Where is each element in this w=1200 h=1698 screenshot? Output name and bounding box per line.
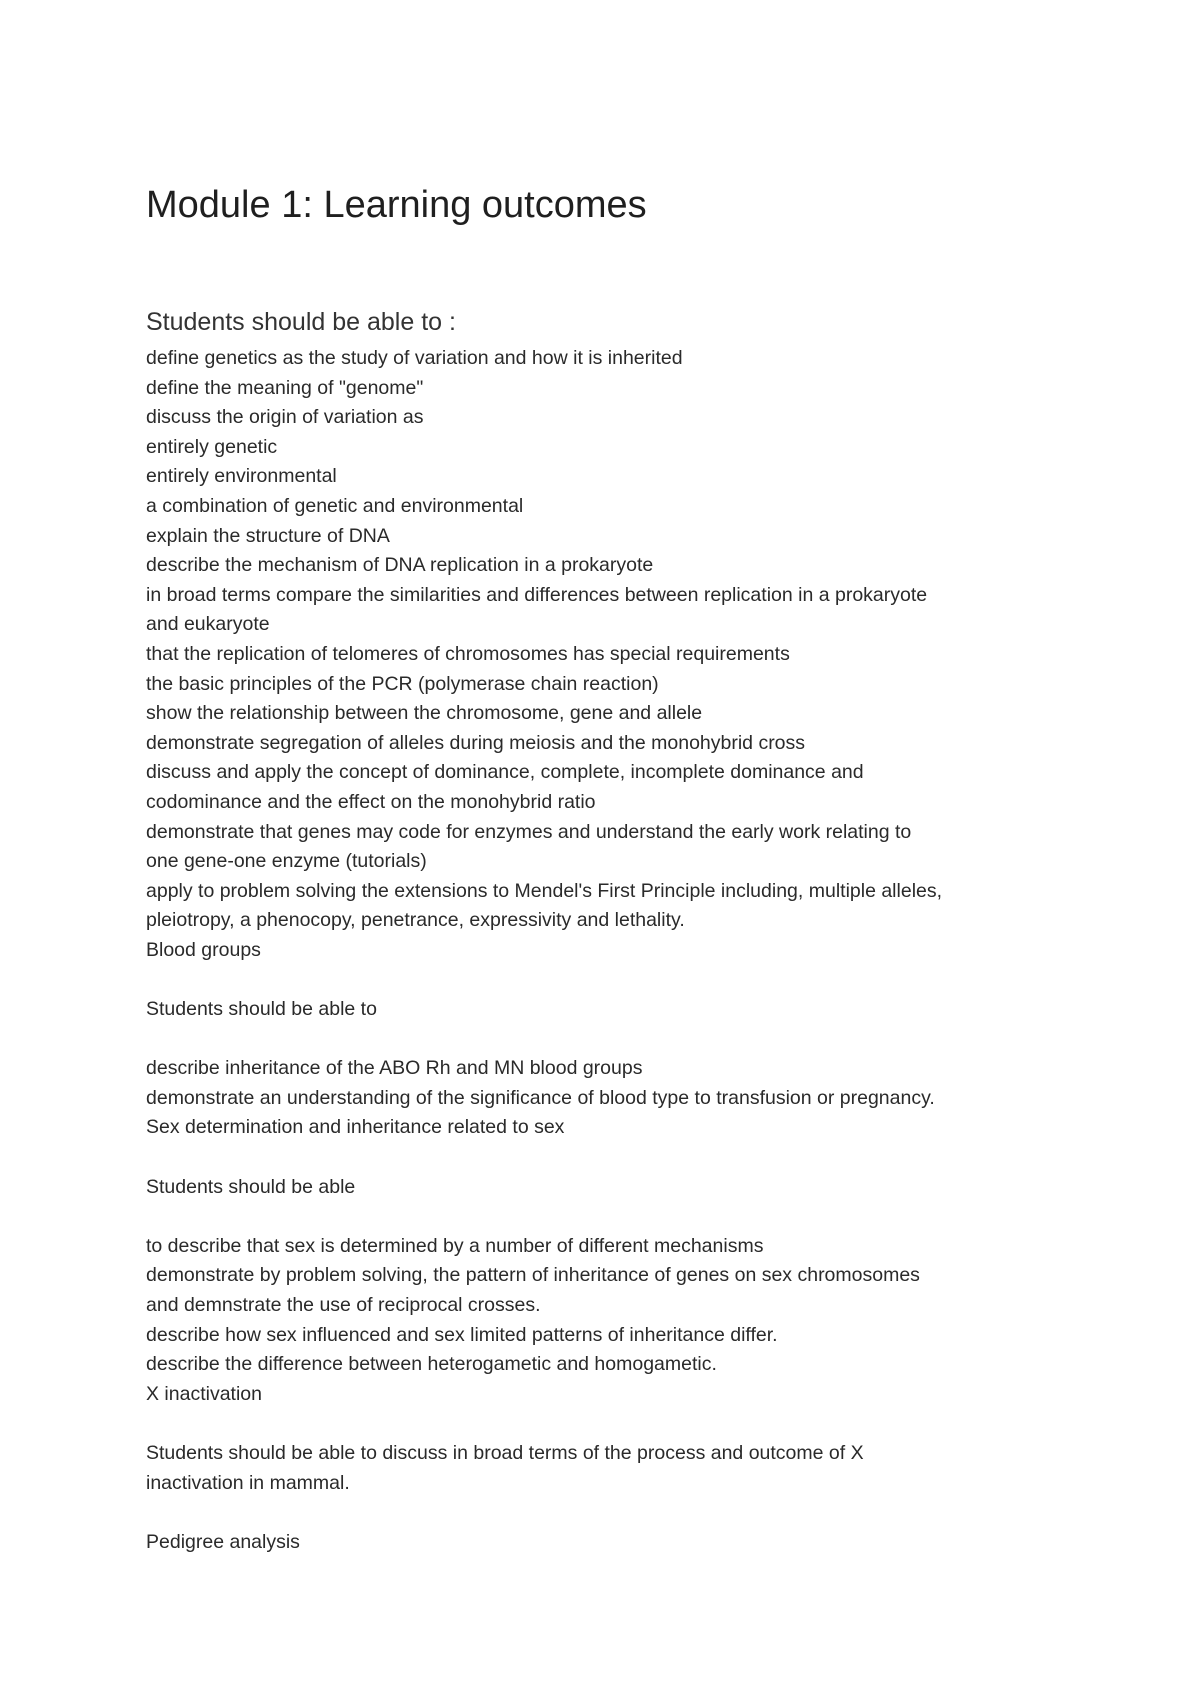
text-line: describe the difference between heterogametic and homogametic. [146, 1353, 717, 1376]
text-line: define genetics as the study of variation and how it is inherited [146, 347, 683, 369]
text-line: one gene-one enzyme (tutorials) [146, 850, 427, 873]
blank-line [146, 1025, 1086, 1055]
blank-line [146, 1143, 1086, 1173]
text-line: pleiotropy, a phenocopy, penetrance, expressivity and lethality. [146, 909, 685, 932]
outcome-lines [146, 344, 1086, 1557]
blank-line [146, 1498, 1086, 1528]
blank-line [146, 1202, 1086, 1232]
text-line: apply to problem solving the extensions to Mendel's First Principle including, multiple alleles, [146, 879, 943, 902]
text-line: Students should be able to [146, 998, 377, 1021]
text-line: codominance and the effect on the monohybrid ratio [146, 790, 596, 813]
text-line: entirely genetic [146, 435, 278, 458]
blank-line [146, 965, 1086, 995]
text-line: describe the mechanism of DNA replication in a prokaryote [146, 554, 654, 577]
text-line: define the meaning of "genome" [146, 376, 424, 399]
text-line: Blood groups [146, 938, 261, 961]
blank-line [146, 1409, 1086, 1439]
text-line: demonstrate an understanding of the significance of blood type to transfusion or pregnancy. [146, 1086, 935, 1109]
text-line: and eukaryote [146, 613, 270, 636]
text-line: demonstrate by problem solving, the pattern of inheritance of genes on sex chromosomes [146, 1264, 920, 1287]
text-line: describe how sex influenced and sex limited patterns of inheritance differ. [146, 1323, 778, 1346]
text-line: inactivation in mammal. [146, 1471, 350, 1494]
text-line: discuss the origin of variation as [146, 406, 424, 429]
text-line: Pedigree analysis [146, 1530, 300, 1553]
text-line: Students should be able [146, 1175, 356, 1198]
text-line: that the replication of telomeres of chromosomes has special requirements [146, 642, 790, 665]
text-line: describe inheritance of the ABO Rh and MN blood groups [146, 1057, 643, 1080]
text-line: a combination of genetic and environmental [146, 494, 524, 517]
text-line: Students should be able to discuss in broad terms of the process and outcome of X [146, 1441, 864, 1464]
text-line: discuss and apply the concept of dominance, complete, incomplete dominance and [146, 761, 864, 784]
text-line: in broad terms compare the similarities and differences between replication in a prokaryote [146, 583, 928, 606]
text-line: and demnstrate the use of reciprocal crosses. [146, 1294, 541, 1316]
text-line: show the relationship between the chromosome, gene and allele [146, 702, 703, 725]
text-line: to describe that sex is determined by a number of different mechanisms [146, 1234, 764, 1257]
text-line: the basic principles of the PCR (polymerase chain reaction) [146, 672, 659, 695]
text-line: demonstrate segregation of alleles during meiosis and the monohybrid cross [146, 731, 806, 754]
text-line: explain the structure of DNA [146, 524, 390, 547]
text-line: Sex determination and inheritance related to sex [146, 1116, 565, 1139]
page-title: Module 1: Learning outcomes [146, 184, 647, 226]
text-line: demonstrate that genes may code for enzymes and understand the early work relating to [146, 820, 912, 843]
text-line: entirely environmental [146, 465, 337, 488]
section-subtitle: Students should be able to : [146, 308, 456, 336]
text-line: X inactivation [146, 1382, 262, 1405]
